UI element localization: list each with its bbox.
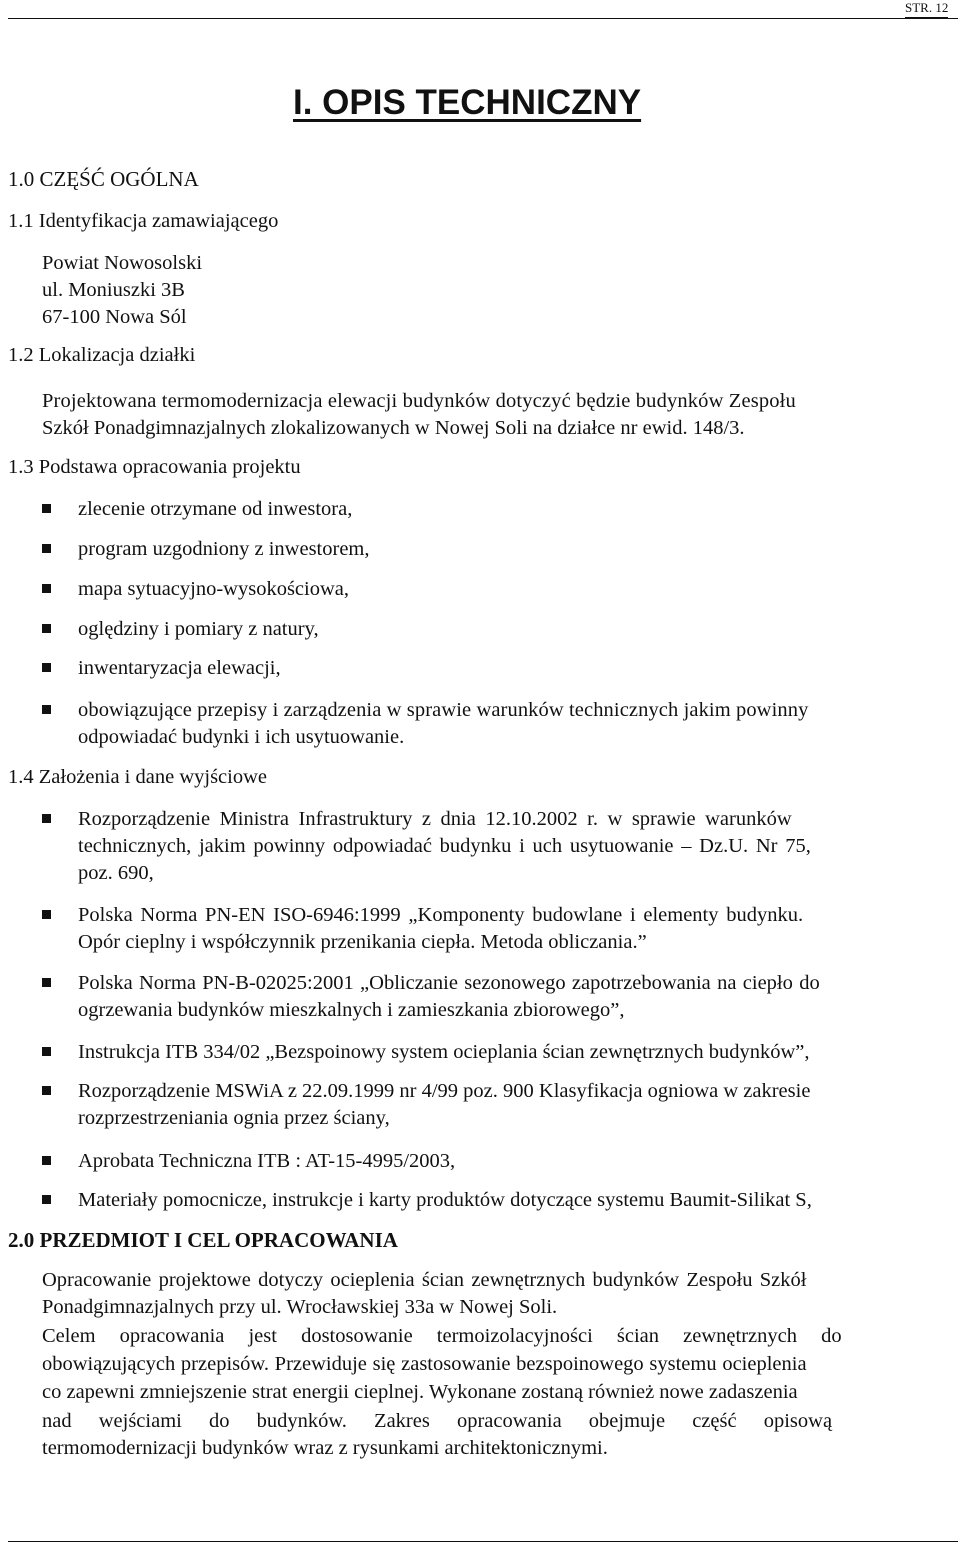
section-2-heading: 2.0 PRZEDMIOT I CEL OPRACOWANIA	[8, 1228, 398, 1252]
bullet-text: poz. 690,	[78, 862, 154, 884]
bullet-square-icon	[42, 1086, 51, 1095]
page-number: STR. 12	[905, 0, 948, 18]
bullet-text: zlecenie otrzymane od inwestora,	[78, 498, 353, 520]
bullet-square-icon	[42, 1195, 51, 1204]
footer-rule	[8, 1541, 958, 1542]
bullet-text: program uzgodniony z inwestorem,	[78, 538, 370, 560]
bullet-text: Polska Norma PN-EN ISO-6946:1999 „Komponenty budowlane i elementy budynku.	[78, 904, 804, 926]
address-line: ul. Moniuszki 3B	[42, 279, 185, 301]
section-1-4-heading: 1.4 Założenia i dane wyjściowe	[8, 766, 268, 788]
section-2-line: Opracowanie projektowe dotyczy ocieplenia ścian zewnętrznych budynków Zespołu Szkół	[42, 1269, 807, 1291]
bullet-text: ogrzewania budynków mieszkalnych i zamieszkania zbiorowego”,	[78, 999, 625, 1021]
document-title: I. OPIS TECHNICZNY	[293, 83, 642, 122]
bullet-text: mapa sytuacyjno-wysokościowa,	[78, 578, 349, 600]
bullet-text: obowiązujące przepisy i zarządzenia w sprawie warunków technicznych jakim powinny	[78, 699, 809, 721]
section-1-1-heading: 1.1 Identyfikacja zamawiającego	[8, 210, 279, 232]
bullet-square-icon	[42, 584, 51, 593]
bullet-text: Polska Norma PN-B-02025:2001 „Obliczanie sezonowego zapotrzebowania na ciepło do	[78, 972, 820, 994]
bullet-text: Instrukcja ITB 334/02 „Bezspoinowy system ocieplania ścian zewnętrznych budynków”,	[78, 1041, 810, 1063]
bullet-text: rozprzestrzeniania ognia przez ściany,	[78, 1107, 390, 1129]
bullet-square-icon	[42, 663, 51, 672]
bullet-text: technicznych, jakim powinny odpowiadać budynku i uch usytuowanie – Dz.U. Nr 75,	[78, 835, 811, 857]
bullet-text: Opór cieplny i współczynnik przenikania ciepła. Metoda obliczania.”	[78, 931, 647, 953]
bullet-square-icon	[42, 624, 51, 633]
bullet-text: Rozporządzenie Ministra Infrastruktury z dnia 12.10.2002 r. w sprawie warunków	[78, 808, 792, 830]
bullet-square-icon	[42, 1047, 51, 1056]
section-2-line: co zapewni zmniejszenie strat energii cieplnej. Wykonane zostaną również nowe zadaszenia	[42, 1381, 798, 1403]
section-1-3-heading: 1.3 Podstawa opracowania projektu	[8, 456, 301, 478]
location-text-line: Projektowana termomodernizacja elewacji budynków dotyczyć będzie budynków Zespołu	[42, 390, 796, 412]
section-2-line: Celem opracowania jest dostosowanie termoizolacyjności ścian zewnętrznych do	[42, 1325, 842, 1347]
address-line: 67-100 Nowa Sól	[42, 306, 187, 328]
address-line: Powiat Nowosolski	[42, 252, 203, 274]
section-1-heading: 1.0 CZĘŚĆ OGÓLNA	[8, 167, 199, 191]
bullet-square-icon	[42, 814, 51, 823]
bullet-square-icon	[42, 978, 51, 987]
bullet-text: odpowiadać budynki i ich usytuowanie.	[78, 726, 405, 748]
bullet-square-icon	[42, 544, 51, 553]
bullet-text: Materiały pomocnicze, instrukcje i karty produktów dotyczące systemu Baumit-Silikat S,	[78, 1189, 812, 1211]
section-2-line: obowiązujących przepisów. Przewiduje się zastosowanie bezspoinowego systemu ocieplenia	[42, 1353, 807, 1375]
bullet-text: Aprobata Techniczna ITB : AT-15-4995/2003,	[78, 1150, 456, 1172]
bullet-square-icon	[42, 1156, 51, 1165]
section-2-line: nad wejściami do budynków. Zakres opracowania obejmuje część opisową	[42, 1410, 833, 1432]
bullet-square-icon	[42, 504, 51, 513]
header-rule	[8, 18, 958, 19]
section-2-line: Ponadgimnazjalnych przy ul. Wrocławskiej 33a w Nowej Soli.	[42, 1296, 558, 1318]
bullet-text: oględziny i pomiary z natury,	[78, 618, 319, 640]
section-2-line: termomodernizacji budynków wraz z rysunkami architektonicznymi.	[42, 1437, 608, 1459]
bullet-square-icon	[42, 910, 51, 919]
bullet-text: Rozporządzenie MSWiA z 22.09.1999 nr 4/99 poz. 900 Klasyfikacja ogniowa w zakresie	[78, 1080, 811, 1102]
bullet-text: inwentaryzacja elewacji,	[78, 657, 281, 679]
bullet-square-icon	[42, 705, 51, 714]
section-1-2-heading: 1.2 Lokalizacja działki	[8, 344, 196, 366]
location-text-line: Szkół Ponadgimnazjalnych zlokalizowanych w Nowej Soli na działce nr ewid. 148/3.	[42, 417, 745, 439]
